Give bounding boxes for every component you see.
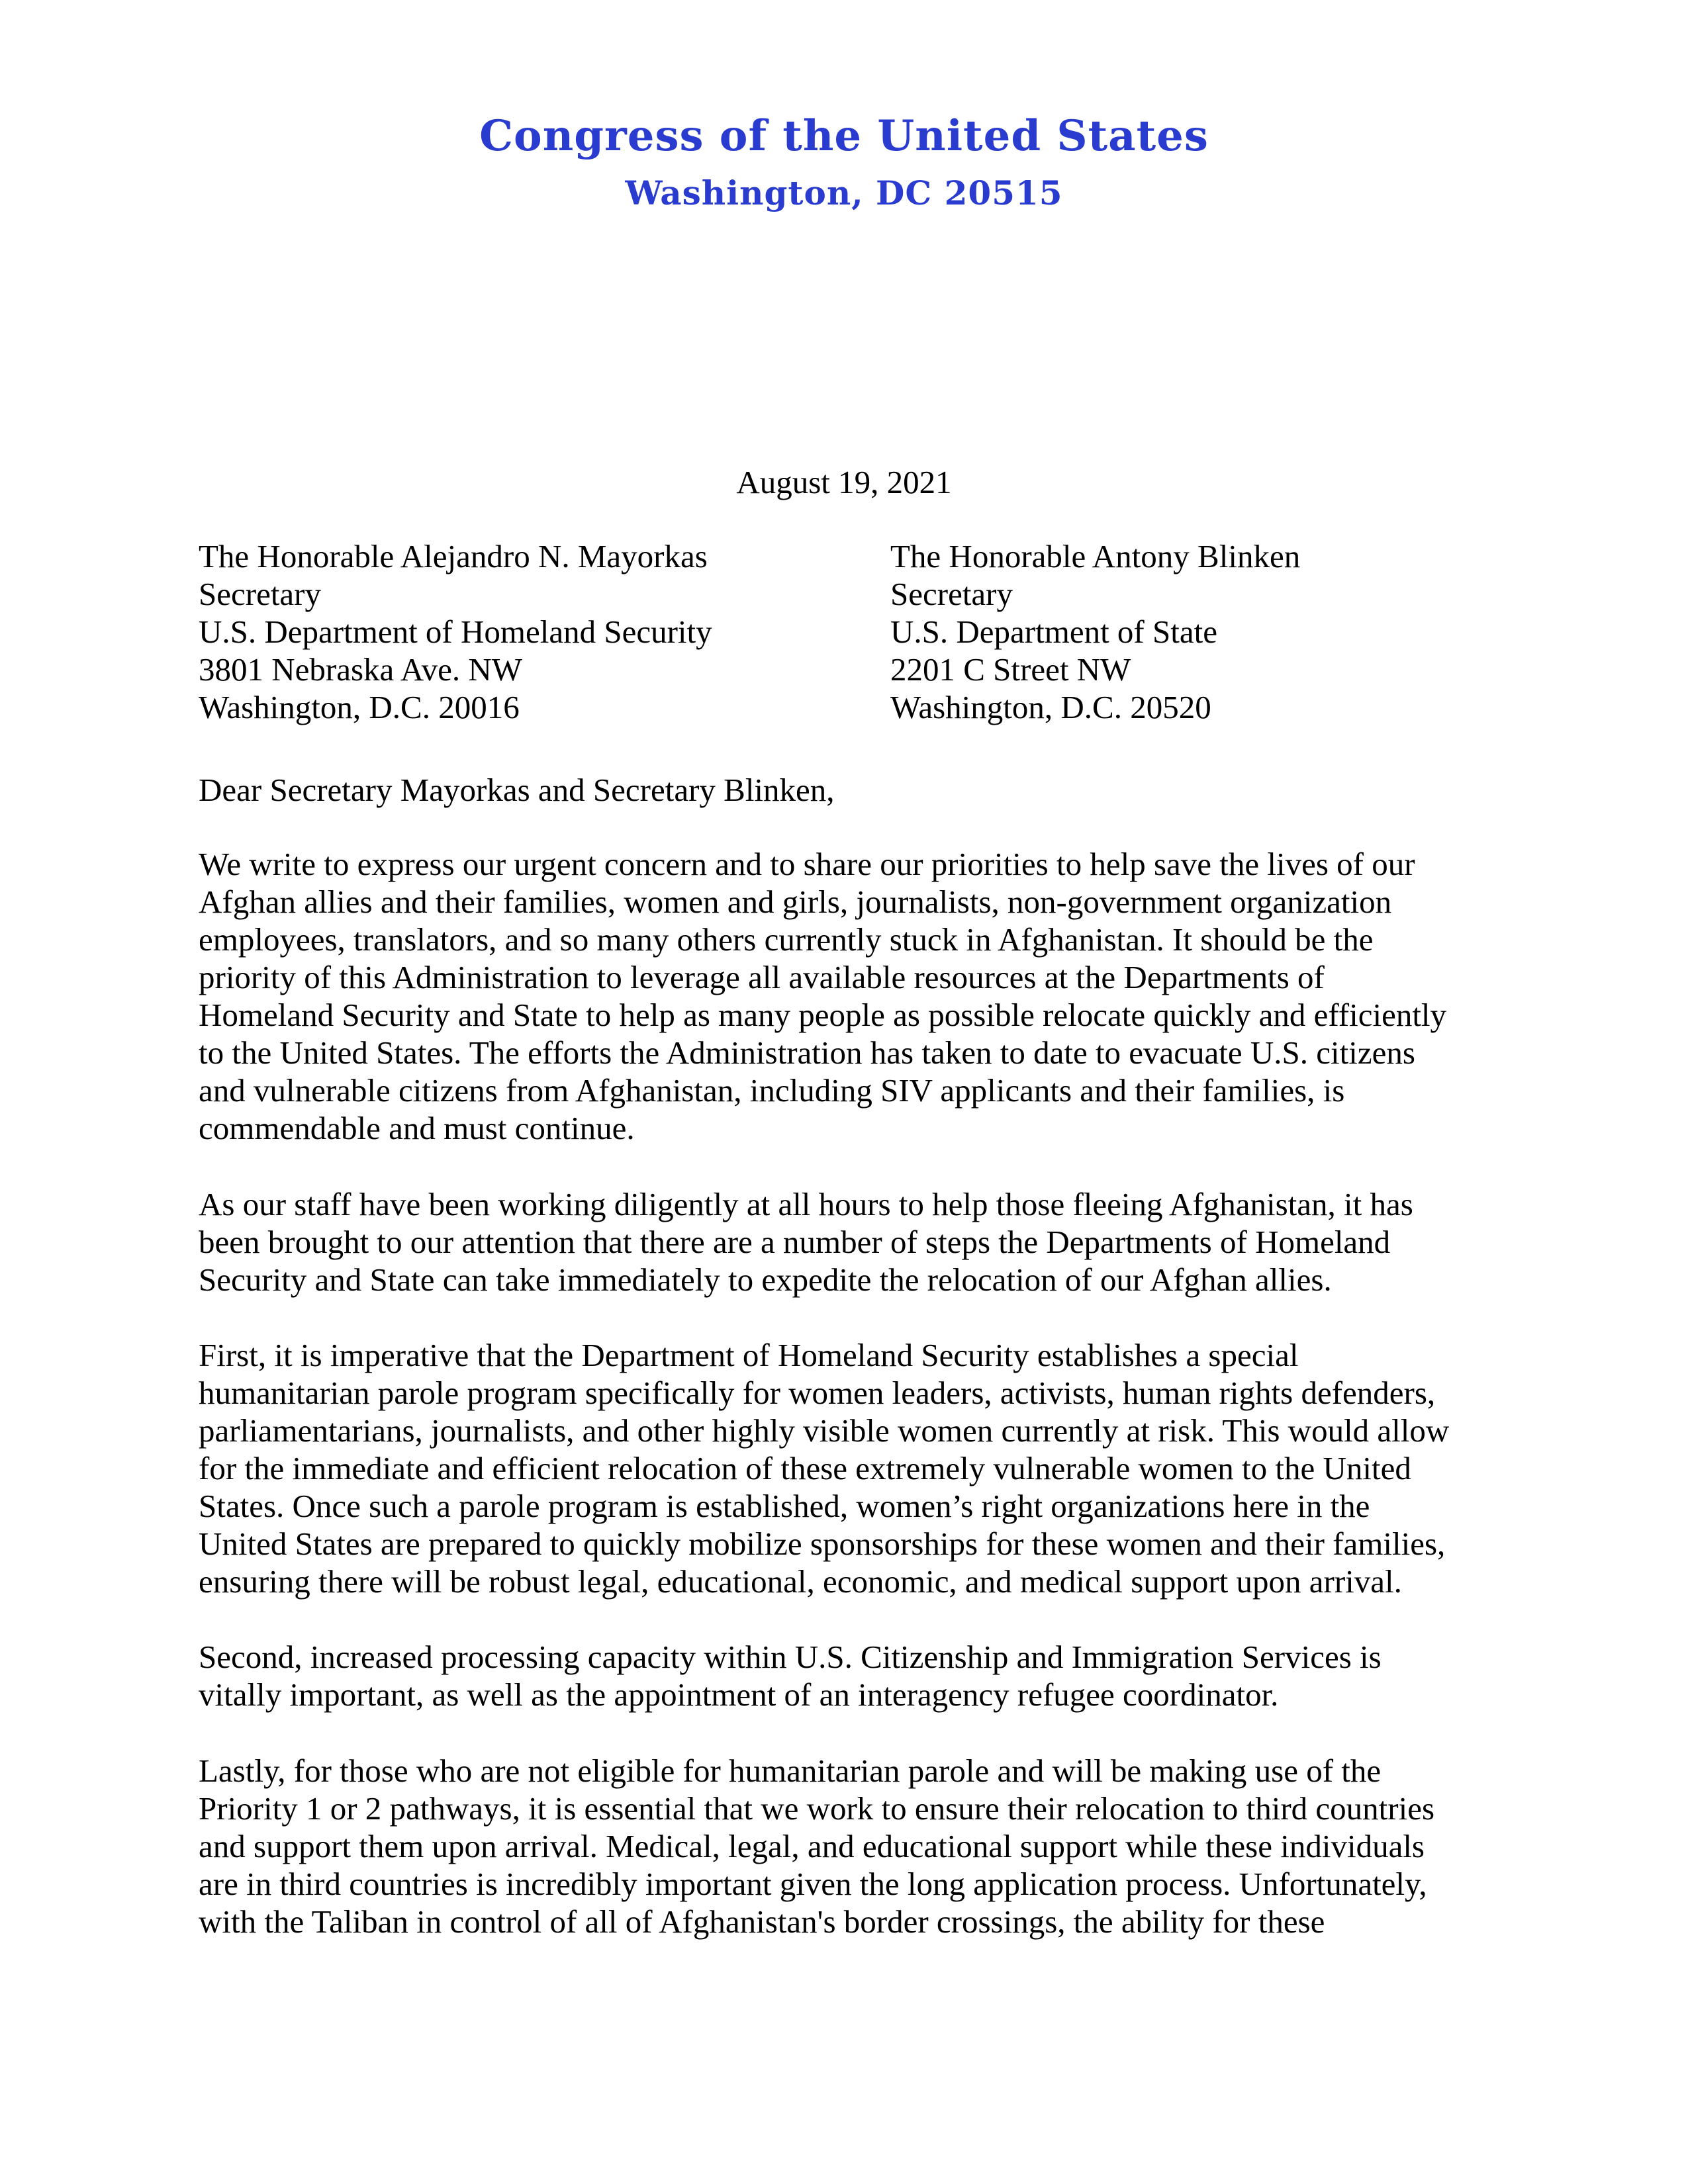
paragraph-line: with the Taliban in control of all of Afghanistan's border crossings, the ability for these <box>199 1903 1325 1940</box>
letter-date: August 19, 2021 <box>736 464 952 500</box>
paragraph-line: ensuring there will be robust legal, educational, economic, and medical support upon arrival. <box>199 1563 1402 1600</box>
recipient-city: Washington, D.C. 20016 <box>199 689 520 725</box>
recipient-title: Secretary <box>199 576 321 612</box>
recipient-city: Washington, D.C. 20520 <box>890 689 1211 725</box>
paragraph-first <box>199 1336 1496 1600</box>
recipient-department: U.S. Department of State <box>890 614 1217 650</box>
recipient-title: Secretary <box>890 576 1013 612</box>
paragraph-line: Lastly, for those who are not eligible for humanitarian parole and will be making use of the <box>199 1752 1382 1789</box>
paragraph-line: Priority 1 or 2 pathways, it is essential that we work to ensure their relocation to third countries <box>199 1790 1435 1827</box>
recipient-block-state <box>890 537 1300 726</box>
paragraph-line: First, it is imperative that the Department of Homeland Security establishes a special <box>199 1337 1299 1373</box>
paragraph-line: and support them upon arrival. Medical, legal, and educational support while these individuals <box>199 1828 1425 1864</box>
letterhead-address: Washington, DC 20515 <box>625 173 1063 212</box>
paragraph-line: Second, increased processing capacity within U.S. Citizenship and Immigration Services is <box>199 1639 1382 1675</box>
salutation: Dear Secretary Mayorkas and Secretary Blinken, <box>199 772 835 808</box>
paragraph-line: States. Once such a parole program is established, women’s right organizations here in the <box>199 1488 1370 1524</box>
recipient-street: 3801 Nebraska Ave. NW <box>199 651 522 688</box>
paragraph-line: humanitarian parole program specifically for women leaders, activists, human rights defenders, <box>199 1375 1436 1411</box>
paragraph-staff <box>199 1185 1496 1298</box>
paragraph-line: parliamentarians, journalists, and other highly visible women currently at risk. This would allow <box>199 1412 1450 1449</box>
paragraph-line: We write to express our urgent concern and to share our priorities to help save the lives of our <box>199 846 1415 882</box>
paragraph-line: priority of this Administration to leverage all available resources at the Departments of <box>199 959 1325 995</box>
paragraph-line: and vulnerable citizens from Afghanistan, including SIV applicants and their families, is <box>199 1072 1345 1109</box>
paragraph-second <box>199 1638 1496 1713</box>
recipient-name: The Honorable Antony Blinken <box>890 538 1301 574</box>
paragraph-line: Afghan allies and their families, women and girls, journalists, non-government organization <box>199 884 1392 920</box>
paragraph-line: Homeland Security and State to help as many people as possible relocate quickly and efficiently <box>199 997 1447 1033</box>
paragraph-intro <box>199 845 1496 1147</box>
paragraph-line: United States are prepared to quickly mobilize sponsorships for these women and their families, <box>199 1525 1446 1562</box>
paragraph-line: to the United States. The efforts the Administration has taken to date to evacuate U.S. citizens <box>199 1034 1415 1071</box>
paragraph-line: for the immediate and efficient relocation of these extremely vulnerable women to the United <box>199 1450 1411 1486</box>
paragraph-line: Security and State can take immediately to expedite the relocation of our Afghan allies. <box>199 1261 1332 1298</box>
paragraph-line: As our staff have been working diligently at all hours to help those fleeing Afghanistan, it has <box>199 1186 1413 1222</box>
recipient-department: U.S. Department of Homeland Security <box>199 614 712 650</box>
letterhead-title: Congress of the United States <box>479 111 1209 161</box>
paragraph-line: commendable and must continue. <box>199 1110 635 1146</box>
recipient-name: The Honorable Alejandro N. Mayorkas <box>199 538 708 574</box>
recipient-block-dhs <box>199 537 712 726</box>
paragraph-line: vitally important, as well as the appointment of an interagency refugee coordinator. <box>199 1676 1279 1713</box>
paragraph-lastly <box>199 1752 1496 1940</box>
recipient-street: 2201 C Street NW <box>890 651 1131 688</box>
paragraph-line: are in third countries is incredibly important given the long application process. Unfortunately, <box>199 1866 1427 1902</box>
paragraph-line: employees, translators, and so many others currently stuck in Afghanistan. It should be the <box>199 921 1374 958</box>
paragraph-line: been brought to our attention that there are a number of steps the Departments of Homeland <box>199 1224 1391 1260</box>
